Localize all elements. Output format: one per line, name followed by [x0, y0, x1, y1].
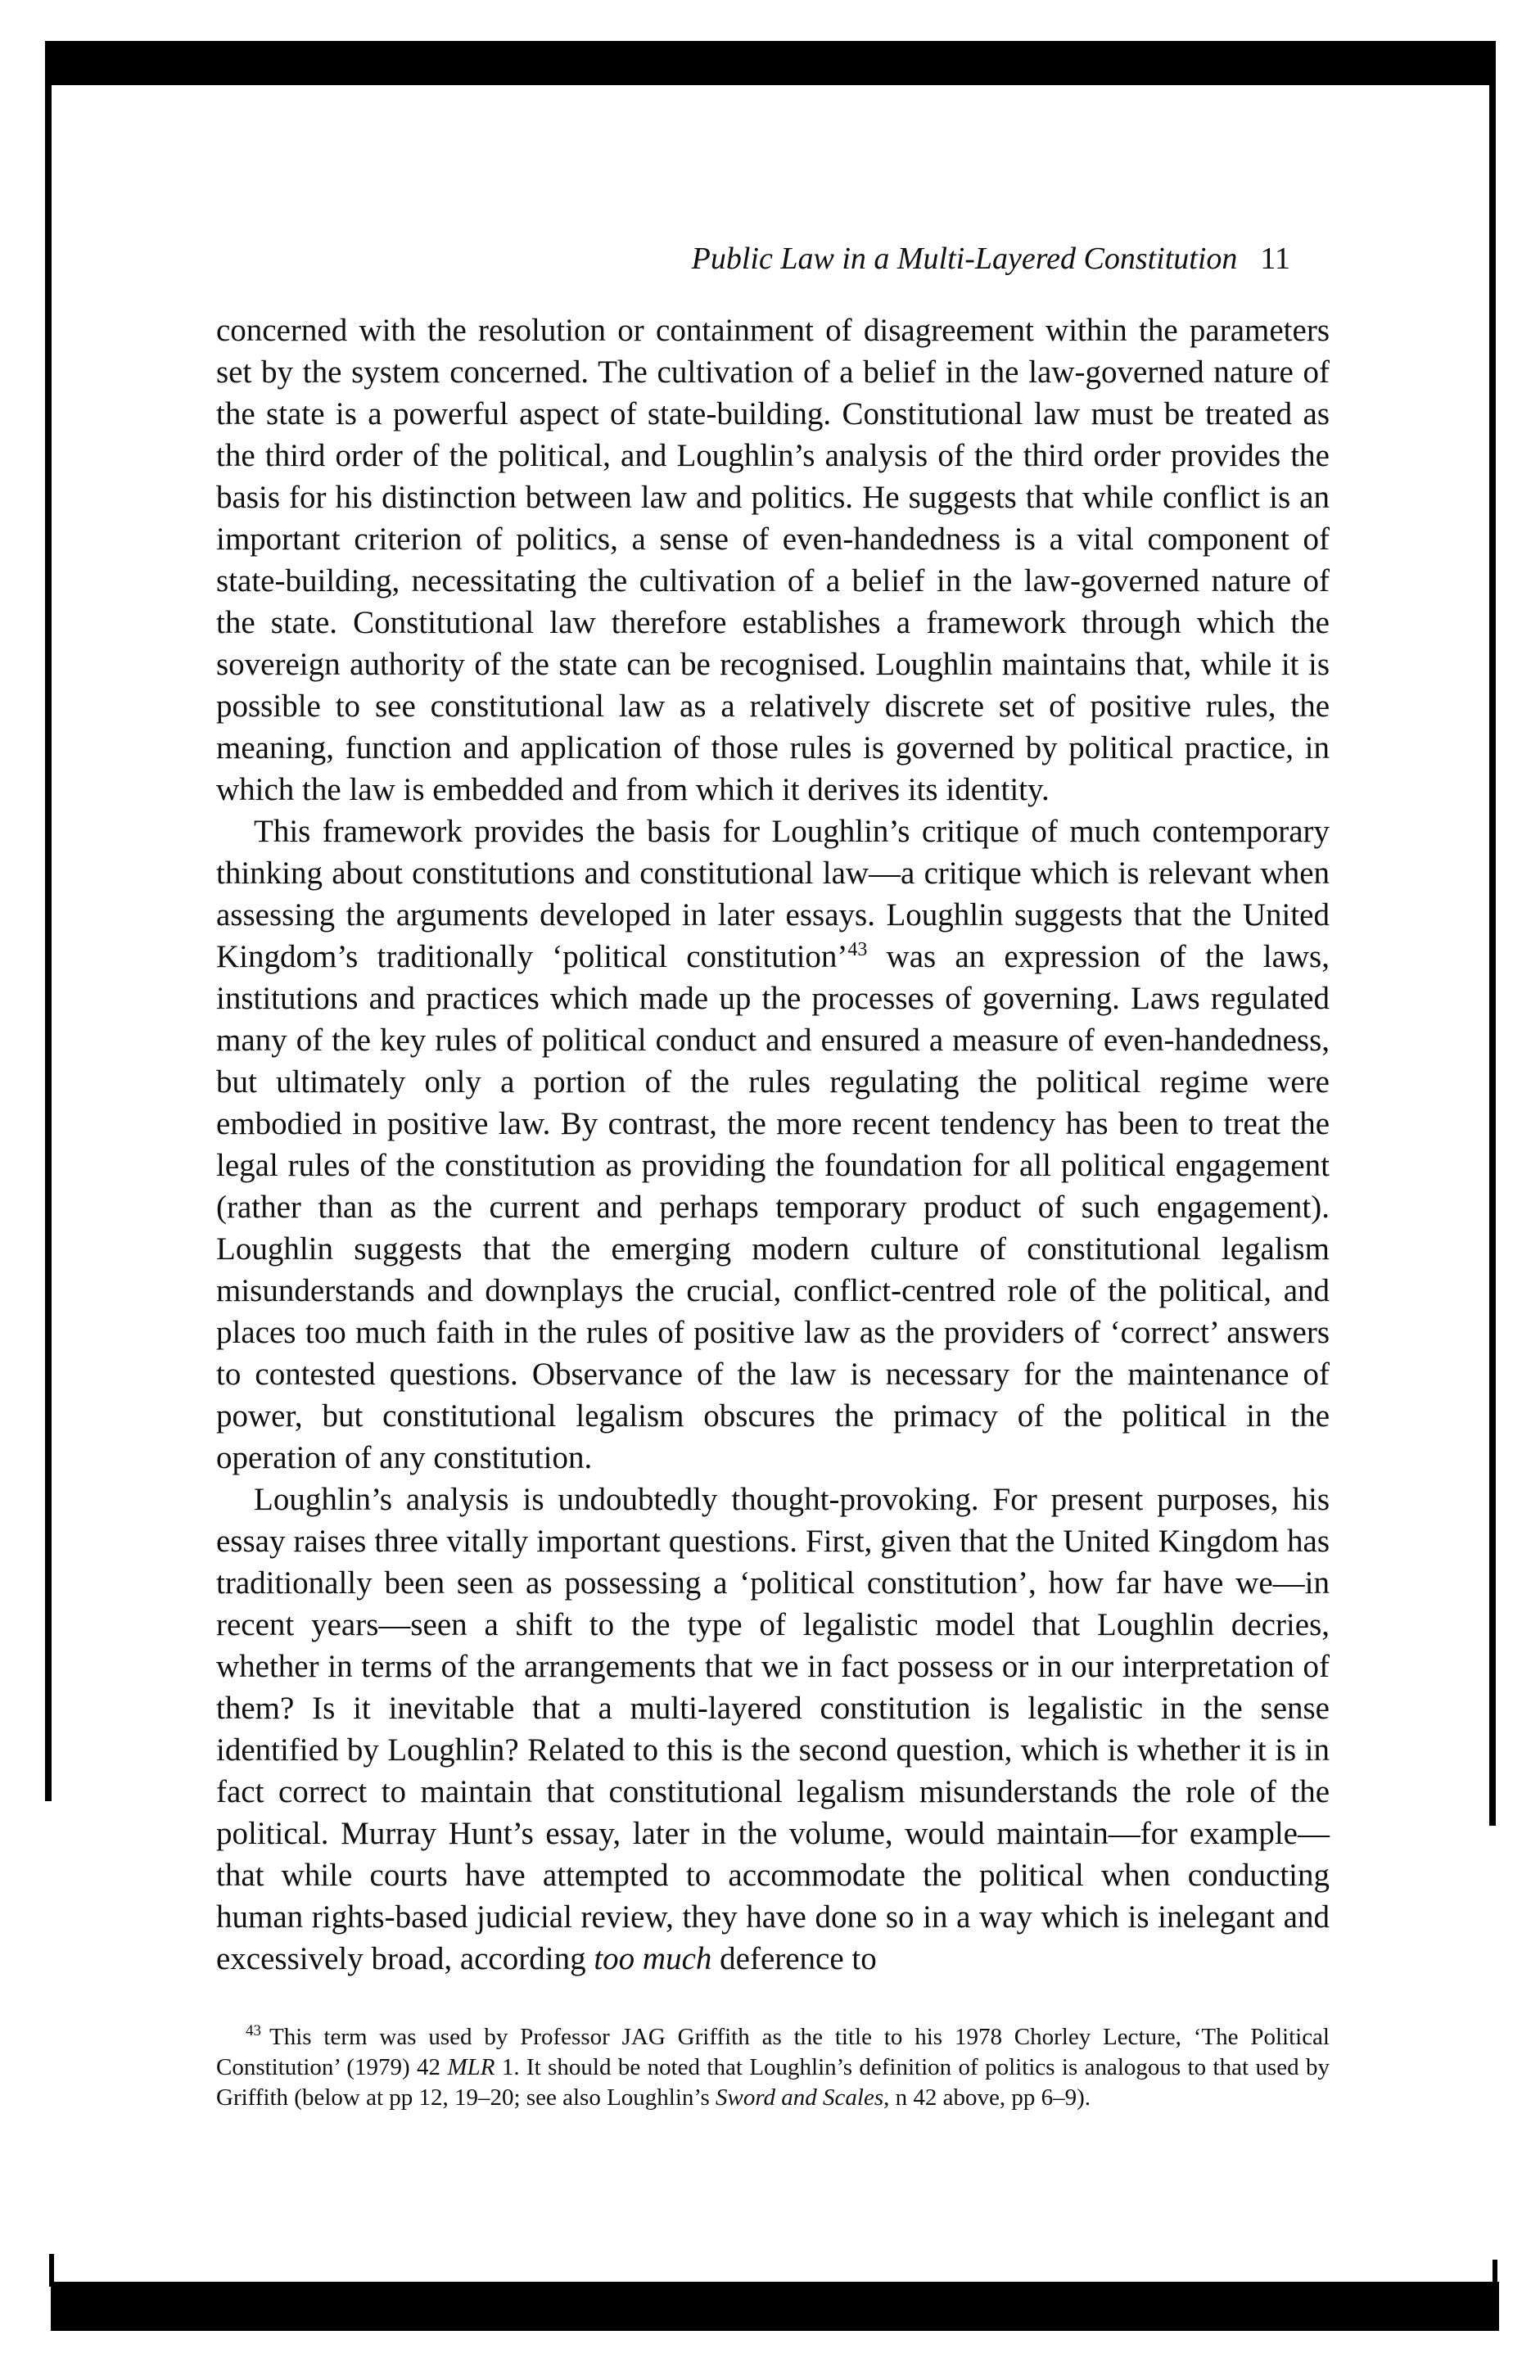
footnote-text-a: This term was used by Professor JAG Griffith as the title to his 1978 Chorley Lecture, ‘The Political Constitution’ (1979) 42: [216, 2024, 1330, 2080]
top-border-bar: [45, 41, 1496, 85]
paragraph-1: [216, 309, 1330, 811]
paragraph-3-emphasis: too much: [594, 1941, 712, 1976]
footnotes: [216, 2022, 1330, 2113]
bottom-border-bar: [51, 2282, 1499, 2331]
paragraph-3-text-a: Loughlin’s analysis is undoubtedly thought-provoking. For present purposes, his essay raises three vitally important questions. First, given that the United Kingdom has traditionally been seen as possessing a ‘political constitution’, how far have we—in recent years—seen a shift to the type of legalistic model that Loughlin decries, whether in terms of the arrangements that we in fact possess or in our interpretation of them? Is it inevitable that a multi-layered constitution is legalistic in the sense identified by Loughlin? Related to this is the second question, which is whether it is in fact correct to maintain that constitutional legalism misunderstands the role of the political. Murray Hunt’s essay, later in the volume, would maintain—for example—that while courts have attempted to accommodate the political when conducting human rights-based judicial review, they have done so in a way which is inelegant and excessively broad, according: [216, 1482, 1330, 1976]
footnote-text-b: 1. It should be noted that Loughlin’s definition of politics is analogous to that used by Griffith (below at pp 12, 19–20; see also Loughlin’s: [216, 2054, 1330, 2111]
running-header-title: Public Law in a Multi-Layered Constitution: [691, 242, 1238, 276]
footnote-43: [216, 2022, 1330, 2113]
running-header: [216, 239, 1290, 278]
footnote-number: 43: [246, 2022, 261, 2040]
main-text: [216, 309, 1330, 1980]
paragraph-3: [216, 1479, 1330, 1980]
paragraph-2-text-a: This framework provides the basis for Loughlin’s critique of much contemporary thinking about constitutions and constitutional law—a critique which is relevant when assessing the arguments developed in later essays. Loughlin suggests that the United Kingdom’s traditionally ‘political constitution’: [216, 814, 1330, 974]
page-number: 11: [1260, 242, 1290, 276]
footnote-text-c: , n 42 above, pp 6–9).: [883, 2084, 1091, 2111]
footnote-reference-43[interactable]: 43: [847, 939, 868, 960]
right-border-line: [1489, 41, 1496, 1826]
footnote-book-title: Sword and Scales: [716, 2084, 884, 2111]
paragraph-2: [216, 811, 1330, 1479]
paragraph-3-text-b: deference to: [711, 1941, 877, 1976]
paragraph-1-text: concerned with the resolution or containment of disagreement within the parameters set by the system concerned. The cultivation of a belief in the law-governed nature of the state is a powerful aspect of state-building. Constitutional law must be treated as the third order of the political, and Loughlin’s analysis of the third order provides the basis for his distinction between law and politics. He suggests that while conflict is an important criterion of politics, a sense of even-handedness is a vital component of state-building, necessitating the cultivation of a belief in the law-governed nature of the state. Constitutional law therefore establishes a framework through which the sovereign authority of the state can be recognised. Loughlin maintains that, while it is possible to see constitutional law as a relatively discrete set of positive rules, the meaning, function and application of those rules is governed by political practice, in which the law is embedded and from which it derives its identity.: [216, 313, 1330, 807]
left-border-line: [45, 41, 52, 1801]
paragraph-2-text-b: was an expression of the laws, institutions and practices which made up the processes of governing. Laws regulated many of the key rules of political conduct and ensured a measure of even-handedness, but ultimately only a portion of the rules regulating the political regime were embodied in positive law. By contrast, the more recent tendency has been to treat the legal rules of the constitution as providing the foundation for all political engagement (rather than as the current and perhaps temporary product of such engagement). Loughlin suggests that the emerging modern culture of constitutional legalism misunderstands and downplays the crucial, conflict-centred role of the political, and places too much faith in the rules of positive law as the providers of ‘correct’ answers to contested questions. Observance of the law is necessary for the maintenance of power, but constitutional legalism obscures the primacy of the political in the operation of any constitution.: [216, 939, 1330, 1475]
footnote-journal: MLR: [447, 2054, 495, 2080]
